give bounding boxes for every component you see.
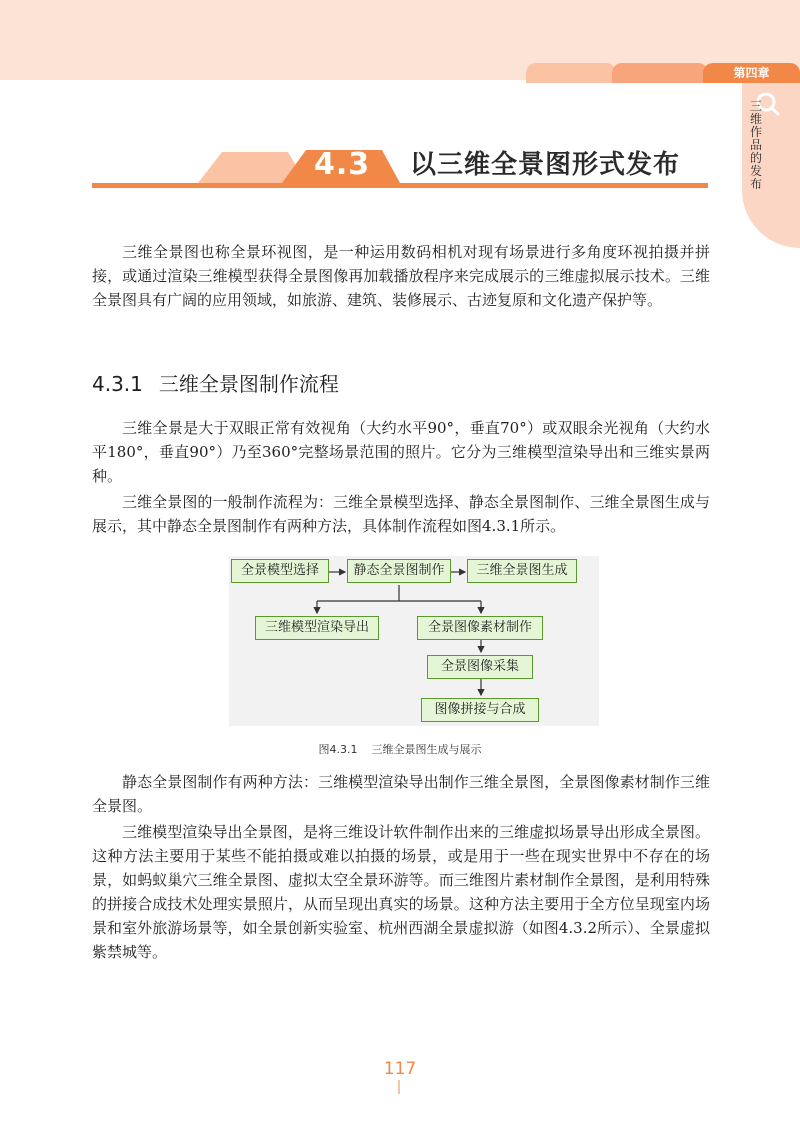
chapter-label: 第四章 bbox=[703, 63, 800, 83]
paragraph-4: 三维模型渲染导出全景图，是将三维设计软件制作出来的三维虚拟场景导出形成全景图。这种方法主要用于某些不能拍摄或难以拍摄的场景，或是用于一些在现实世界中不存在的场景，如蚂蚁巢穴三维全景图、虚拟太空全景环游等。而三维图片素材制作全景图，是利用特殊的拼接合成技术处理实景照片，从而呈现出真实的场景。这种方法主要用于全方位呈现室内场景和室外旅游场景等，如全景创新实验室、杭州西湖全景虚拟游（如图4.3.2所示）、全景虚拟紫禁城等。 bbox=[92, 823, 710, 961]
section-title: 以三维全景图形式发布 bbox=[410, 150, 681, 180]
section-number: 4.3 bbox=[314, 147, 371, 182]
paragraph-1: 三维全景是大于双眼正常有效视角（大约水平90°，垂直70°）或双眼余光视角（大约水平180°，垂直90°）乃至360°完整场景范围的照片。它分为三维模型渲染导出和三维实景两种。 bbox=[92, 419, 710, 485]
paragraph-2: 三维全景图的一般制作流程为：三维全景模型选择、静态全景图制作、三维全景图生成与展示，其中静态全景图制作有两种方法，具体制作流程如图4.3.1所示。 bbox=[92, 493, 710, 535]
subsection-title: 三维全景图制作流程 bbox=[158, 372, 339, 396]
paragraph-3: 静态全景图制作有两种方法：三维模型渲染导出制作三维全景图，全景图像素材制作三维全景图。 bbox=[92, 773, 710, 815]
flow-node-static-make: 静态全景图制作 bbox=[347, 559, 451, 583]
flow-node-capture: 全景图像采集 bbox=[427, 655, 533, 679]
flow-node-render-export: 三维模型渲染导出 bbox=[255, 616, 379, 640]
flow-node-generate: 三维全景图生成 bbox=[467, 559, 577, 583]
flow-node-model-select: 全景模型选择 bbox=[231, 559, 329, 583]
subsection-heading bbox=[92, 368, 339, 397]
subsection-number: 4.3.1 bbox=[92, 372, 143, 396]
chapter-side-title: 三维作品的发布 bbox=[750, 99, 763, 191]
page-number: 117 bbox=[383, 1059, 417, 1079]
section-header bbox=[92, 145, 708, 190]
header-tab-decor-1 bbox=[526, 63, 616, 83]
flow-node-stitch: 图像拼接与合成 bbox=[421, 698, 539, 722]
flow-node-material-make: 全景图像素材制作 bbox=[417, 616, 543, 640]
intro-paragraph: 三维全景图也称全景环视图，是一种运用数码相机对现有场景进行多角度环视拍摄并拼接，或通过渲染三维模型获得全景图像再加载播放程序来完成展示的三维虚拟展示技术。三维全景图具有广阔的应用领域，如旅游、建筑、装修展示、古迹复原和文化遗产保护等。 bbox=[92, 243, 710, 309]
flowchart bbox=[229, 556, 599, 726]
figure-number: 图4.3.1 bbox=[318, 743, 358, 756]
figure-caption bbox=[0, 741, 800, 757]
page-number-tick bbox=[398, 1080, 400, 1094]
header-tab-decor-2 bbox=[612, 63, 708, 83]
figure-caption-text: 三维全景图生成与展示 bbox=[371, 743, 482, 756]
